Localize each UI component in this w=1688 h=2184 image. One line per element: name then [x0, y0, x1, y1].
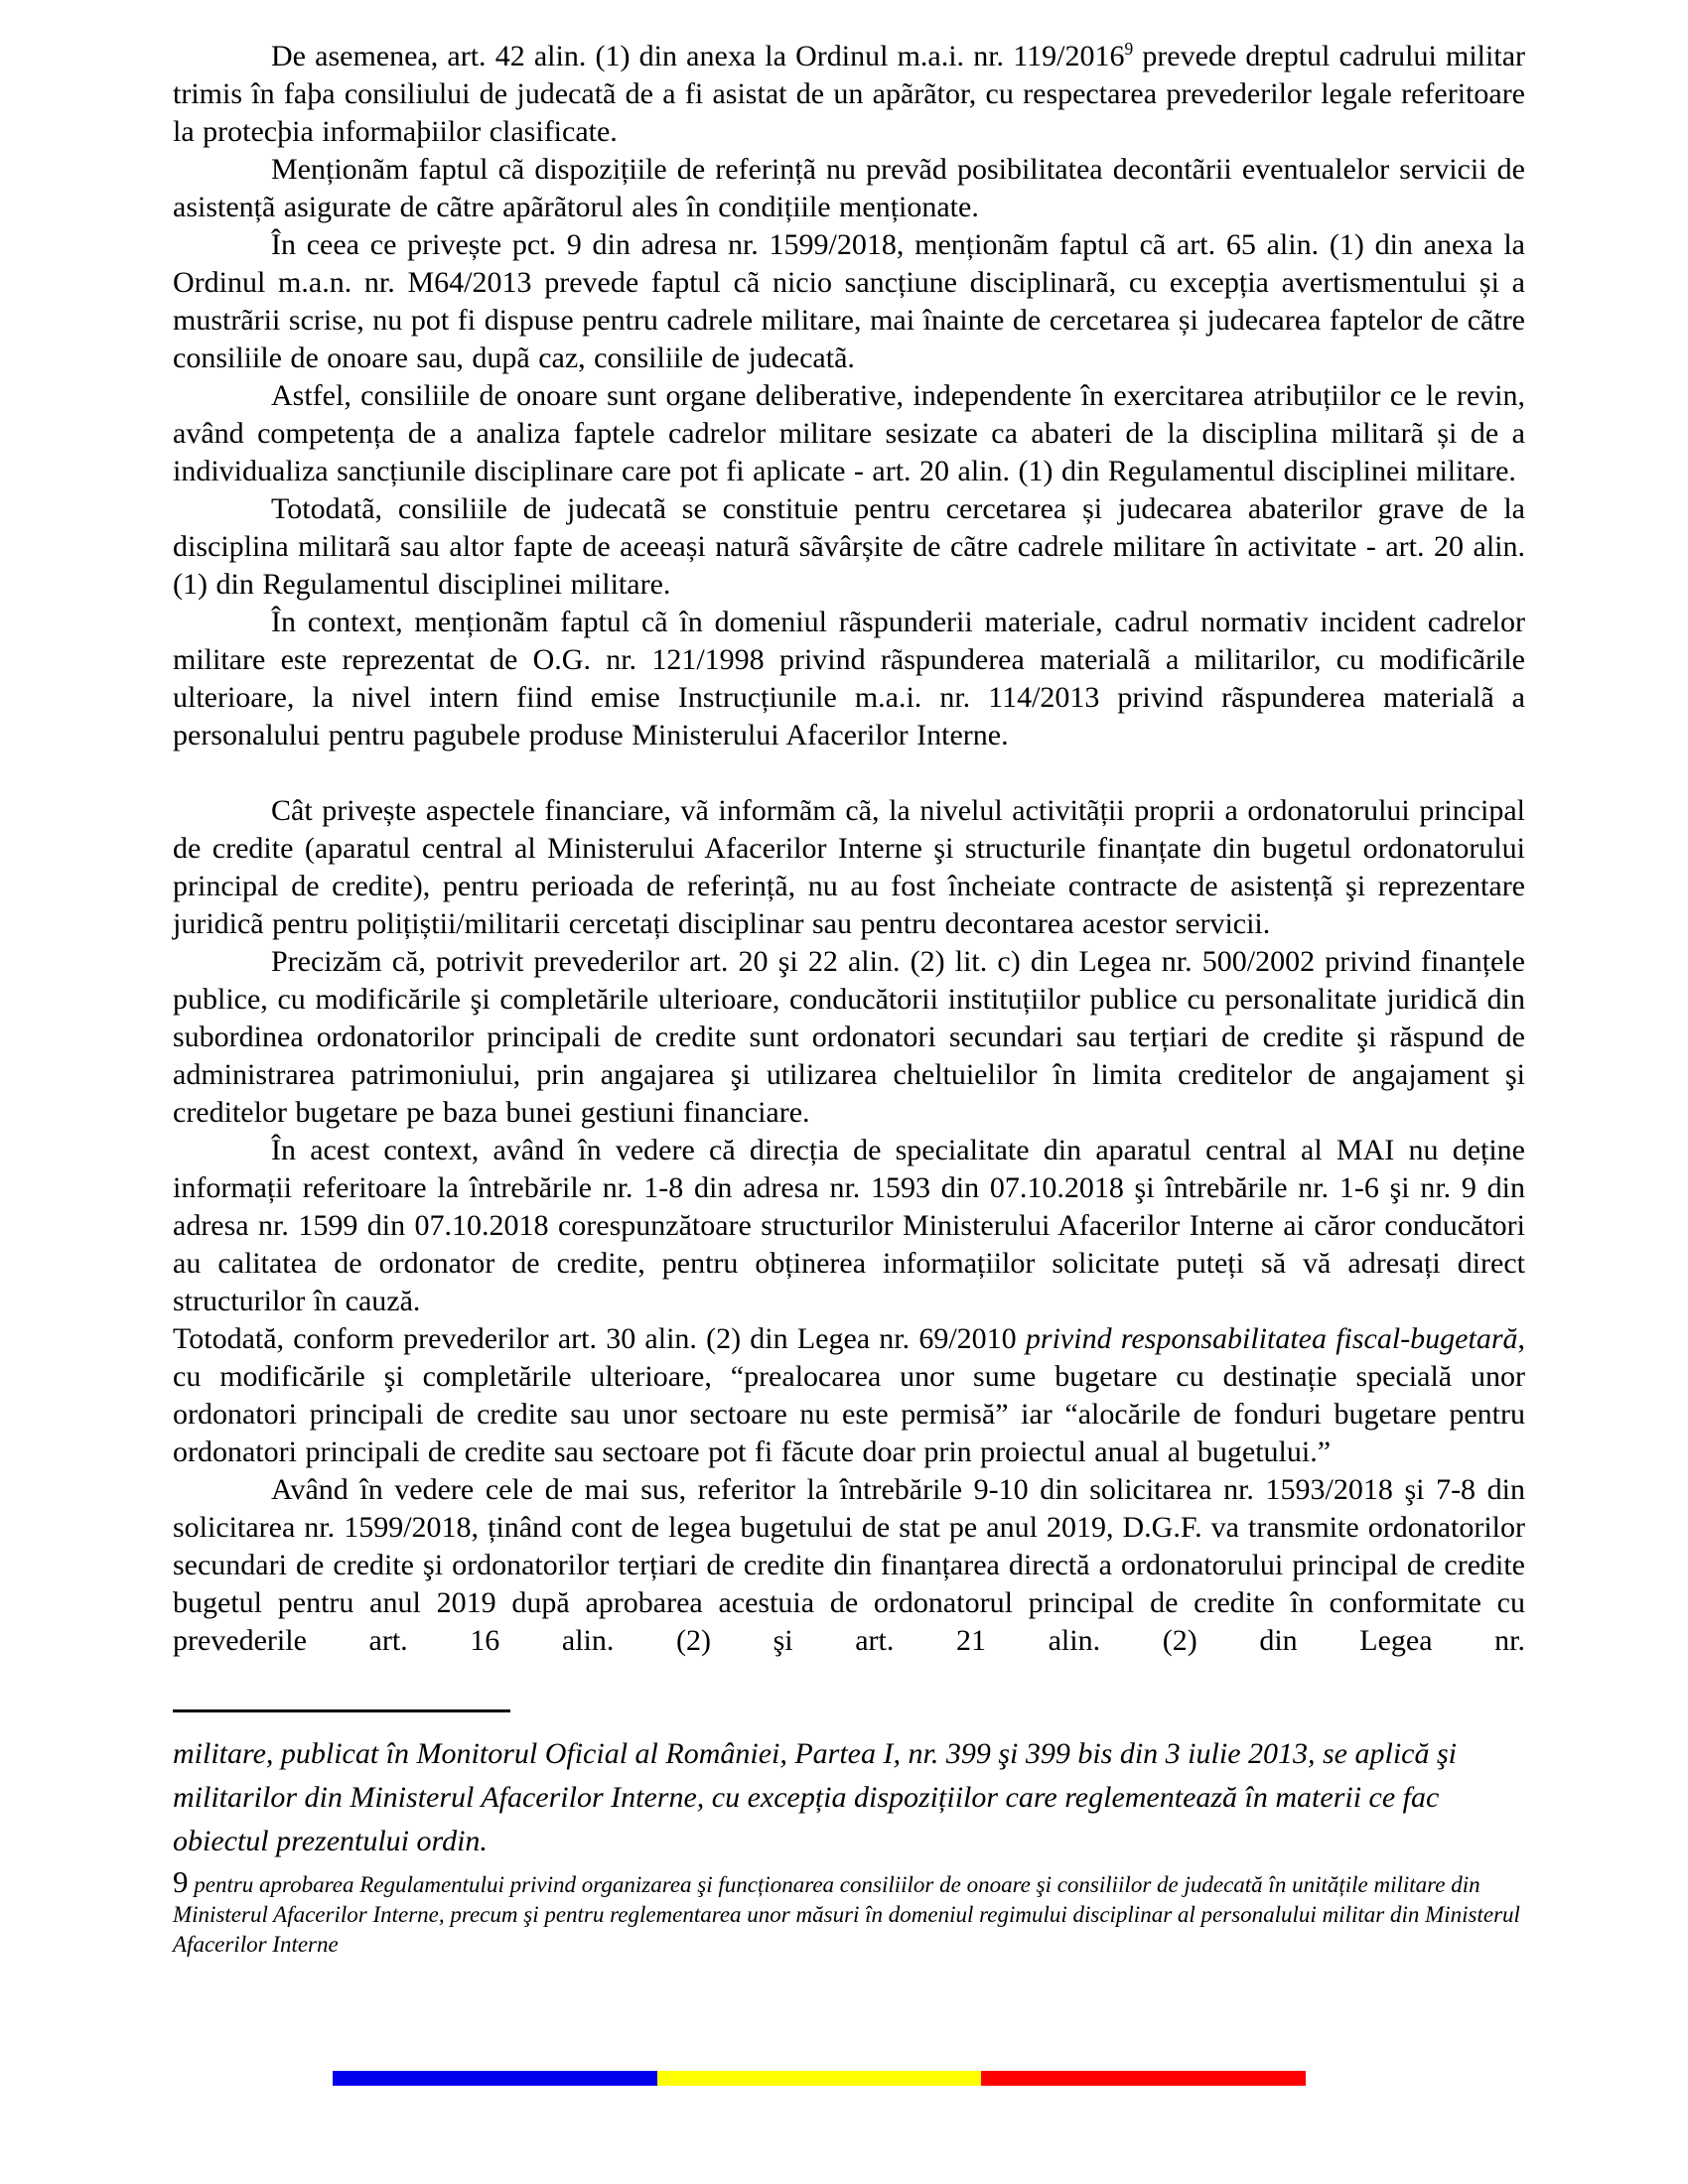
paragraph-consilii-onoare: Astfel, consiliile de onoare sunt organe deliberative, independente în exercitarea atribuțiilor ce le revin, având competența de a analiza faptele cadrelor militare sesizate ca abateri de la disciplina militarã și de a individualiza sancțiunile disciplinare care pot fi aplicate - art. 20 alin. (1) din Regulamentul disciplinei militare.: [173, 379, 1525, 487]
document-body: [173, 38, 1525, 1960]
footnote-9: 9 pentru aprobarea Regulamentului privind organizarea şi funcționarea consiliilor de onoare şi consiliilor de judecată în unitățile militare din Ministerul Afacerilor Interne, precum şi pentru reglementarea unor măsuri în domeniul regimului disciplinar al personalului militar din Ministerul Afacerilor Interne: [173, 1864, 1520, 1957]
romanian-flag-bar: [333, 2071, 1306, 2086]
paragraph-legea-69: Totodată, conform prevederilor art. 30 alin. (2) din Legea nr. 69/2010 privind responsabilitatea fiscal-bugetară, cu modificările şi completările ulterioare, “prealocarea unor sume bugetare cu destinație specială unor ordonatori principali de credite sau unor sectoare nu este permisă” iar “alocările de fonduri bugetare pentru ordonatori principali de credite sau sectoare pot fi făcute doar prin proiectul anual al bugetului.”: [173, 1322, 1526, 1468]
paragraph-spacer: [173, 754, 1525, 792]
paragraph-ordin-119: De asemenea, art. 42 alin. (1) din anexa la Ordinul m.a.i. nr. 119/2016$^9$ prevede dreptul cadrului militar trimis în faþa consiliului de judecatã de a fi asistat de un apãrãtor, cu respectarea prevederilor legale referitoare la protecþia informaþiilor clasificate.: [173, 39, 1525, 148]
flag-blue-segment: [333, 2071, 657, 2086]
paragraph-mentionam: Menționãm faptul cã dispozițiile de referințã nu prevãd posibilitatea decontãrii eventualelor servicii de asistențã asigurate de cãtre apãrãtorul ales în condițiile menționate.: [173, 153, 1525, 223]
flag-red-segment: [981, 2071, 1306, 2086]
footnote-reference-9: 9: [1124, 39, 1134, 59]
footnote-separator: [173, 1709, 510, 1712]
paragraph-acest-context: În acest context, având în vedere că direcția de specialitate din aparatul central al MAI nu deține informații referitoare la întrebările nr. 1-8 din adresa nr. 1593 din 07.10.2018 şi întrebările nr. 1-6 şi nr. 9 din adresa nr. 1599 din 07.10.2018 corespunzătoare structurilor Ministerului Afacerilor Interne ai căror conducători au calitatea de ordonator de credite, pentru obținerea informațiilor solicitate puteți să vă adresați direct structurilor în cauză.: [173, 1134, 1525, 1317]
paragraph-dgf-buget: Având în vedere cele de mai sus, referitor la întrebările 9-10 din solicitarea nr. 1593/2018 şi 7-8 din solicitarea nr. 1599/2018, ținând cont de legea bugetului de stat pe anul 2019, D.G.F. va transmite ordonatorilor secundari de credite şi ordonatorilor terțiari de credite din finanțarea directă a ordonatorului principal de credite bugetul pentru anul 2019 după aprobarea acestuia de ordonatorul principal de credite în conformitate cu prevederile art. 16 alin. (2) şi art. 21 alin. (2) din Legea nr.: [173, 1473, 1525, 1657]
paragraph-legea-500: Precizăm că, potrivit prevederilor art. 20 şi 22 alin. (2) lit. c) din Legea nr. 500/2002 privind finanțele publice, cu modificările şi completările ulterioare, conducătorii instituțiilor publice cu personalitate juridică din subordinea ordonatorilor principali de credite sunt ordonatori secundari sau terțiari de credite şi răspund de administrarea patrimoniului, prin angajarea şi utilizarea cheltuielilor în limita creditelor de angajament şi creditelor bugetare pe baza bunei gestiuni financiare.: [173, 945, 1525, 1129]
paragraph-raspundere-materiala: În context, menționãm faptul cã în domeniul rãspunderii materiale, cadrul normativ incident cadrelor militare este reprezentat de O.G. nr. 121/1998 privind rãspunderea materialã a militarilor, cu modificãrile ulterioare, la nivel intern fiind emise Instrucțiunile m.a.i. nr. 114/2013 privind rãspunderea materialã a personalului pentru pagubele produse Ministerului Afacerilor Interne.: [173, 606, 1525, 751]
footnote-continuation: militare, publicat în Monitorul Oficial al României, Partea I, nr. 399 şi 399 bis din 3 iulie 2013, se aplică şi militarilor din Ministerul Afacerilor Interne, cu excepția dispozițiilor care reglementează în materii ce fac obiectul prezentului ordin.: [173, 1737, 1457, 1857]
flag-yellow-segment: [657, 2071, 982, 2086]
paragraph-pct9: În ceea ce privește pct. 9 din adresa nr. 1599/2018, menționãm faptul cã art. 65 alin. (1) din anexa la Ordinul m.a.n. nr. M64/2013 prevede faptul cã nicio sancțiune disciplinarã, cu excepția avertismentului și a mustrãrii scrise, nu pot fi dispuse pentru cadrele militare, mai înainte de cercetarea și judecarea faptelor de cãtre consiliile de onoare sau, dupã caz, consiliile de judecatã.: [173, 228, 1525, 374]
paragraph-consilii-judecata: Totodatã, consiliile de judecatã se constituie pentru cercetarea și judecarea abaterilor grave de la disciplina militarã sau altor fapte de aceeași naturã sãvârșite de cãtre cadrele militare în activitate - art. 20 alin. (1) din Regulamentul disciplinei militare.: [173, 492, 1525, 601]
paragraph-aspecte-financiare: Cât privește aspectele financiare, vã informãm cã, la nivelul activitãții proprii a ordonatorului principal de credite (aparatul central al Ministerului Afacerilor Interne şi structurile finanțate din bugetul ordonatorului principal de credite), pentru perioada de referințã, nu au fost încheiate contracte de asistențã şi reprezentare juridicã pentru polițiștii/militarii cercetați disciplinar sau pentru decontarea acestor servicii.: [173, 794, 1525, 940]
